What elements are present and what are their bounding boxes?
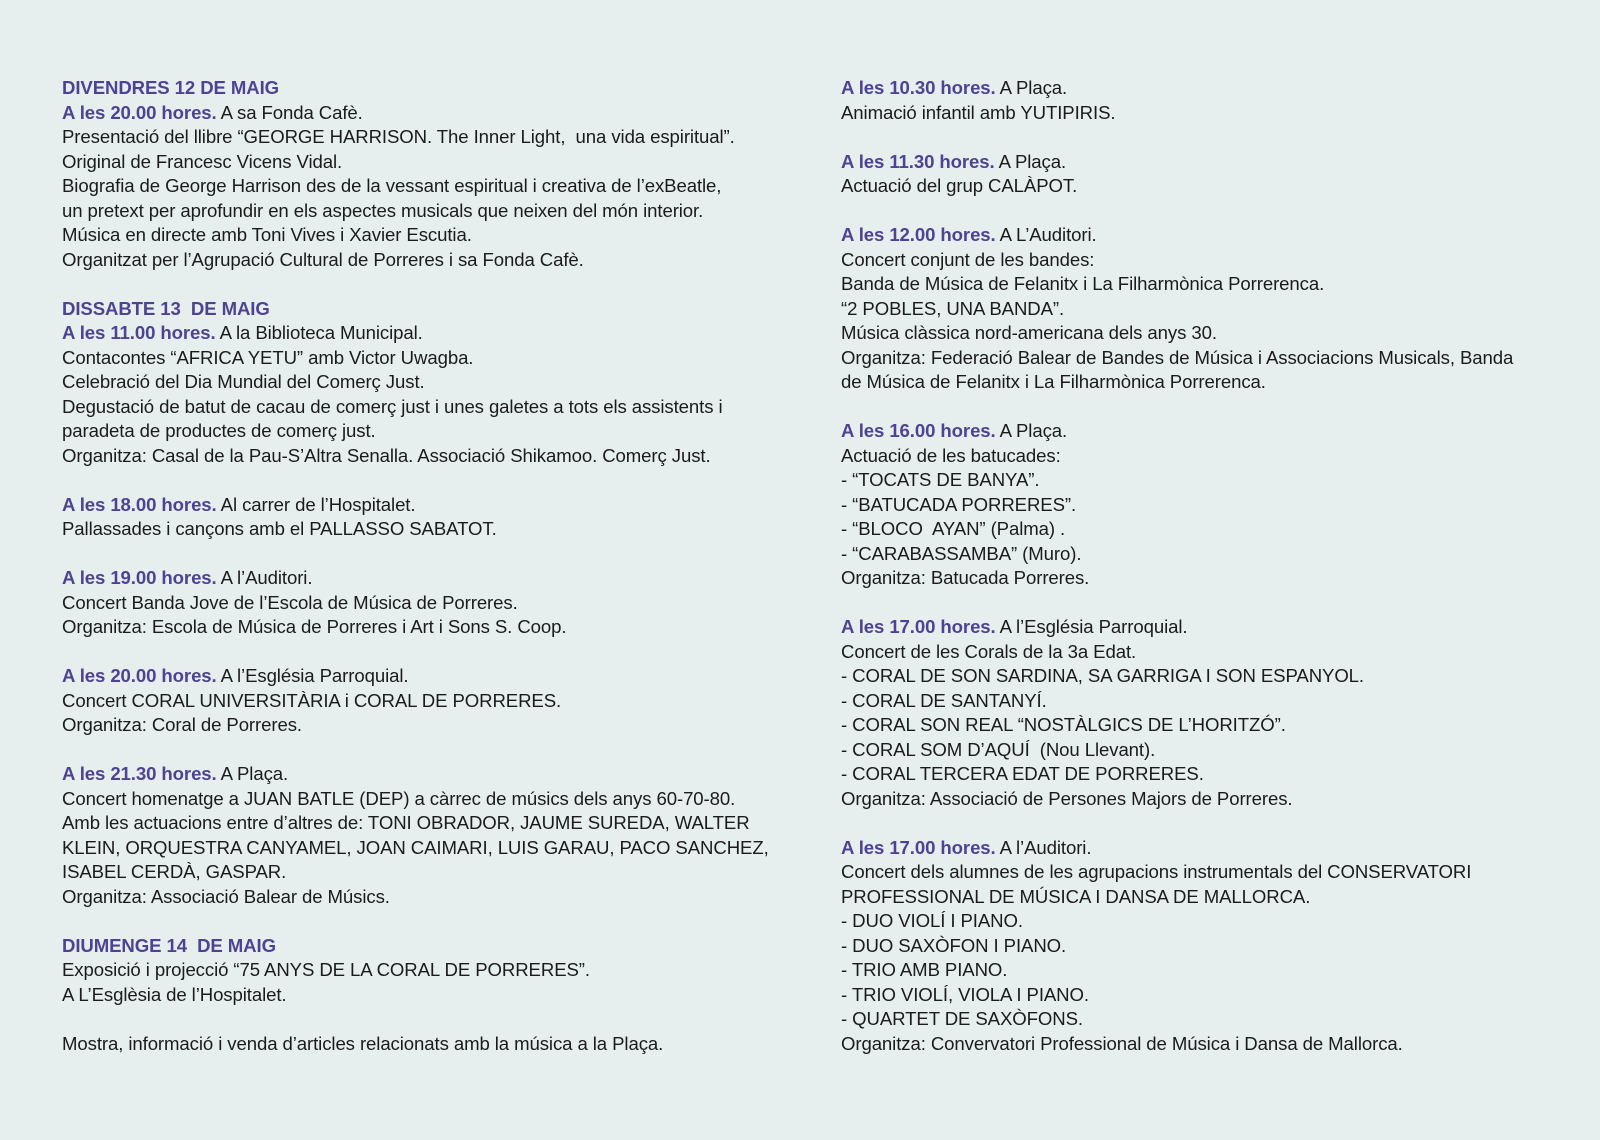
event-time-line (841, 150, 1541, 175)
event-time-line (62, 762, 762, 787)
event-line: A L’Esglèsia de l’Hospitalet. (62, 983, 287, 1005)
event-line: - “CARABASSAMBA” (Muro). (841, 542, 1082, 564)
day-heading: DIUMENGE 14 DE MAIG (62, 934, 276, 956)
event-line: - CORAL DE SANTANYÍ. (841, 689, 1047, 711)
day-heading: DISSABTE 13 DE MAIG (62, 297, 270, 319)
event-place: A l’Església Parroquial. (216, 665, 409, 686)
event-time: A les 10.30 hores. (841, 77, 996, 98)
left-column (62, 76, 769, 1081)
event-line: Organitza: Convervatori Professional de Música i Dansa de Mallorca. (841, 1032, 1403, 1054)
event-line: Organitza: Associació Balear de Músics. (62, 885, 390, 907)
event-line: Concert Banda Jove de l’Escola de Música de Porreres. (62, 591, 518, 613)
event-line: Banda de Música de Felanitx i La Filharmònica Porrerenca. (841, 273, 1325, 294)
event-block (841, 150, 1541, 199)
event-time: A les 12.00 hores. (841, 224, 996, 245)
event-line: - DUO SAXÒFON I PIANO. (841, 934, 1067, 956)
event-line: Organitza: Coral de Porreres. (62, 714, 302, 735)
event-line: Exposició i projecció “75 ANYS DE LA CORAL DE PORRERES”. (62, 959, 590, 980)
event-line: - CORAL DE SON SARDINA, SA GARRIGA I SON ESPANYOL. (841, 665, 1364, 686)
event-time-line (62, 664, 762, 689)
event-line: Contacontes “AFRICA YETU” amb Victor Uwagba. (62, 346, 474, 368)
event-place: A l’Auditori. (216, 567, 313, 588)
event-block (62, 566, 762, 640)
event-time: A les 19.00 hores. (62, 567, 217, 588)
day-heading: DIVENDRES 12 DE MAIG (62, 77, 280, 98)
event-block (62, 664, 762, 738)
event-block (841, 223, 1541, 395)
event-line: - DUO VIOLÍ I PIANO. (841, 910, 1023, 931)
event-line: Organitzat per l’Agrupació Cultural de Porreres i sa Fonda Cafè. (62, 248, 584, 270)
event-line: - QUARTET DE SAXÒFONS. (841, 1008, 1083, 1029)
event-time-line (62, 321, 762, 346)
event-block (841, 76, 1541, 125)
event-time-line (841, 836, 1541, 861)
event-place: A la Biblioteca Municipal. (215, 322, 423, 343)
event-time-line (841, 615, 1541, 640)
day-section-friday (62, 76, 762, 272)
event-line: - “TOCATS DE BANYA”. (841, 469, 1040, 490)
event-place: Al carrer de l’Hospitalet. (216, 493, 416, 515)
event-place: A Plaça. (216, 763, 289, 784)
day-section-sunday (62, 934, 762, 1008)
event-line: Organitza: Batucada Porreres. (841, 567, 1090, 588)
event-time: A les 11.30 hores. (841, 150, 995, 172)
event-line: Celebració del Dia Mundial del Comerç Just. (62, 371, 425, 392)
event-time: A les 21.30 hores. (62, 763, 217, 784)
event-line: Actuació de les batucades: (841, 444, 1061, 466)
event-time: A les 18.00 hores. (62, 493, 217, 515)
event-block (841, 836, 1541, 1057)
event-line: Organitza: Casal de la Pau-S’Altra Senalla. Associació Shikamoo. Comerç Just. (62, 444, 711, 466)
event-line: Organitza: Associació de Persones Majors de Porreres. (841, 787, 1293, 809)
event-line: - “BATUCADA PORRERES”. (841, 493, 1077, 515)
event-block (841, 419, 1541, 591)
event-place: A Plaça. (995, 77, 1068, 98)
event-place: A Plaça. (994, 150, 1067, 172)
event-time: A les 17.00 hores. (841, 836, 996, 858)
event-place: A Plaça. (995, 420, 1068, 441)
event-line: PROFESSIONAL DE MÚSICA I DANSA DE MALLORCA. (841, 885, 1311, 907)
event-line: “2 POBLES, UNA BANDA”. (841, 297, 1065, 319)
event-block (841, 615, 1541, 811)
event-line: Concert dels alumnes de les agrupacions instrumentals del CONSERVATORI (841, 861, 1472, 882)
event-line: Música en directe amb Toni Vives i Xavier Escutia. (62, 224, 472, 245)
event-time-line (841, 223, 1541, 248)
event-line: Original de Francesc Vicens Vidal. (62, 150, 343, 172)
event-place: A l’Auditori. (995, 836, 1092, 858)
event-time: A les 11.00 hores. (62, 322, 216, 343)
event-line: paradeta de productes de comerç just. (62, 420, 376, 441)
event-line: de Música de Felanitx i La Filharmònica Porrerenca. (841, 371, 1266, 392)
event-line: - CORAL TERCERA EDAT DE PORRERES. (841, 763, 1204, 784)
event-line: Amb les actuacions entre d’altres de: TONI OBRADOR, JAUME SUREDA, WALTER (62, 812, 750, 833)
closing-line: Mostra, informació i venda d’articles relacionats amb la música a la Plaça. (62, 1032, 664, 1054)
event-time: A les 20.00 hores. (62, 665, 217, 686)
event-line: Degustació de batut de cacau de comerç just i unes galetes a tots els assistents i (62, 395, 723, 417)
event-line: Concert homenatge a JUAN BATLE (DEP) a càrrec de músics dels anys 60-70-80. (62, 787, 736, 809)
closing-note (62, 1032, 762, 1057)
event-place: A l’Església Parroquial. (995, 616, 1188, 637)
event-line: - CORAL SOM D’AQUÍ (Nou Llevant). (841, 738, 1156, 760)
event-line: Actuació del grup CALÀPOT. (841, 175, 1078, 196)
event-line: - TRIO AMB PIANO. (841, 959, 1008, 980)
event-time-line (841, 419, 1541, 444)
right-column (841, 76, 1541, 1081)
event-line: Presentació del llibre “GEORGE HARRISON. The Inner Light, una vida espiritual”. (62, 126, 735, 147)
event-line: Organitza: Federació Balear de Bandes de Música i Associacions Musicals, Banda (841, 346, 1514, 368)
event-line: - CORAL SON REAL “NOSTÀLGICS DE L’HORITZÓ”. (841, 714, 1286, 735)
event-line: ISABEL CERDÀ, GASPAR. (62, 861, 287, 882)
event-line: KLEIN, ORQUESTRA CANYAMEL, JOAN CAIMARI, LUIS GARAU, PACO SANCHEZ, (62, 836, 769, 858)
event-line: Biografia de George Harrison des de la vessant espiritual i creativa de l’exBeatle, (62, 175, 722, 196)
event-line: - TRIO VIOLÍ, VIOLA I PIANO. (841, 983, 1089, 1005)
event-time-line (62, 566, 762, 591)
event-time-line (62, 493, 762, 518)
event-time: A les 17.00 hores. (841, 616, 996, 637)
event-line: Animació infantil amb YUTIPIRIS. (841, 101, 1116, 123)
event-line: Organitza: Escola de Música de Porreres i Art i Sons S. Coop. (62, 616, 567, 637)
event-place: A sa Fonda Cafè. (216, 101, 363, 123)
event-time-line (62, 101, 762, 126)
event-block (62, 762, 769, 909)
event-line: Concert CORAL UNIVERSITÀRIA i CORAL DE PORRERES. (62, 689, 562, 711)
event-place: A L’Auditori. (995, 224, 1097, 245)
event-line: Concert de les Corals de la 3a Edat. (841, 640, 1137, 662)
event-line: - “BLOCO AYAN” (Palma) . (841, 518, 1066, 539)
event-line: un pretext per aprofundir en els aspectes musicals que neixen del món interior. (62, 199, 704, 221)
event-block (62, 493, 762, 542)
day-section-saturday (62, 297, 762, 469)
event-time-line (841, 76, 1541, 101)
event-line: Pallassades i cançons amb el PALLASSO SABATOT. (62, 518, 497, 539)
event-line: Música clàssica nord-americana dels anys 30. (841, 322, 1217, 343)
event-time: A les 20.00 hores. (62, 101, 217, 123)
event-time: A les 16.00 hores. (841, 420, 996, 441)
event-line: Concert conjunt de les bandes: (841, 248, 1095, 270)
